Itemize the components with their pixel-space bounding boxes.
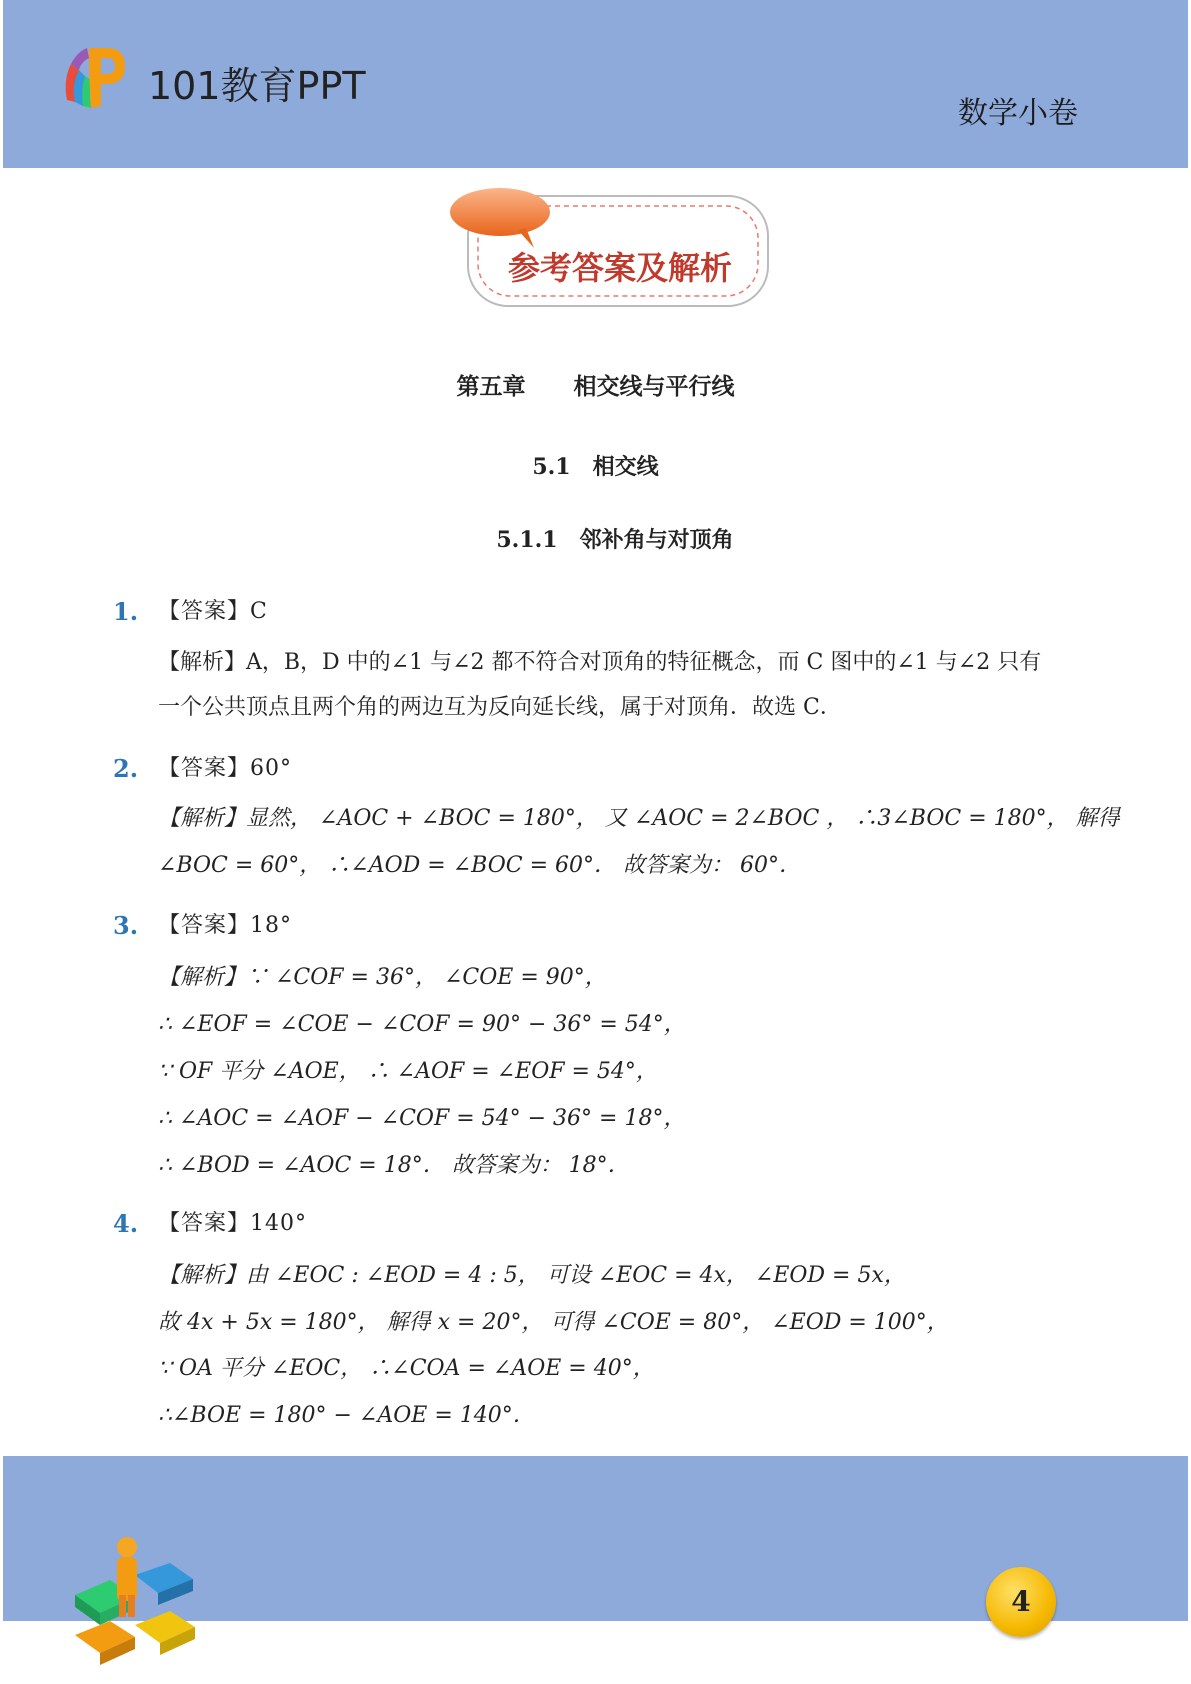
analysis-line: ∵ OF 平分 ∠AOE， ∴ ∠AOF = ∠EOF = 54°， xyxy=(158,1059,658,1084)
mascot-cubes-icon xyxy=(65,1535,215,1675)
chapter-label: 第五章 xyxy=(456,374,526,400)
chapter-title: 相交线与平行线 xyxy=(573,374,735,400)
brand-label: 数学小卷 xyxy=(958,96,1078,131)
analysis-line: ∠BOC = 60°， ∴∠AOD = ∠BOC = 60°． 故答案为： 60°． xyxy=(158,853,801,878)
answer-section-title: 参考答案及解析 xyxy=(507,249,732,287)
question-number: 3. xyxy=(113,911,139,940)
analysis-line: 一个公共顶点且两个角的两边互为反向延长线，属于对顶角．故选 C． xyxy=(158,695,842,720)
101-logo-icon xyxy=(61,40,141,115)
subsection-title: 邻补角与对顶角 xyxy=(579,528,734,553)
subsection-number: 5.1.1 xyxy=(496,527,558,553)
analysis-line: ∴ ∠BOD = ∠AOC = 18°． 故答案为： 18°． xyxy=(158,1153,630,1178)
header-band xyxy=(3,0,1188,168)
question-number: 4. xyxy=(113,1209,139,1238)
analysis-line: ∴∠BOE = 180° − ∠AOE = 140°． xyxy=(158,1403,535,1428)
section-number: 5.1 xyxy=(532,454,571,480)
analysis-line: ∵ OA 平分 ∠EOC， ∴∠COA = ∠AOE = 40°， xyxy=(158,1356,655,1381)
analysis-line: ∴ ∠EOF = ∠COE − ∠COF = 90° − 36° = 54°， xyxy=(158,1012,686,1037)
section-heading xyxy=(0,450,1191,481)
analysis-line: 【解析】显然， ∠AOC + ∠BOC = 180°， 又 ∠AOC = 2∠BOC ， ∴3∠BOC = 180°， 解得 xyxy=(158,806,1120,831)
analysis-line: 故 4x + 5x = 180°， 解得 x = 20°， 可得 ∠COE = 80°， ∠EOD = 100°， xyxy=(158,1310,949,1335)
analysis-line: 【解析】∵ ∠COF = 36°， ∠COE = 90°， xyxy=(158,965,607,990)
section-title: 相交线 xyxy=(592,455,659,480)
analysis-line: 【解析】A，B，D 中的∠1 与∠2 都不符合对顶角的特征概念，而 C 图中的∠1 与∠2 只有 xyxy=(158,650,1042,675)
question-number: 2. xyxy=(113,754,139,783)
logo-text: 101教育PPT xyxy=(148,64,366,108)
answer-line: 【答案】140° xyxy=(158,1211,307,1236)
answer-line: 【答案】C xyxy=(158,599,268,624)
analysis-line: 【解析】由 ∠EOC : ∠EOD = 4 : 5， 可设 ∠EOC = 4x， ∠EOD = 5x， xyxy=(158,1263,906,1288)
page-number: 4 xyxy=(1011,1585,1031,1618)
answer-line: 【答案】60° xyxy=(158,756,292,781)
subsection-heading xyxy=(0,523,1191,554)
question-number: 1. xyxy=(113,597,139,626)
page-number-badge xyxy=(986,1567,1056,1637)
chapter-heading xyxy=(0,368,1191,401)
answer-line: 【答案】18° xyxy=(158,913,292,938)
analysis-line: ∴ ∠AOC = ∠AOF − ∠COF = 54° − 36° = 18°， xyxy=(158,1106,686,1131)
